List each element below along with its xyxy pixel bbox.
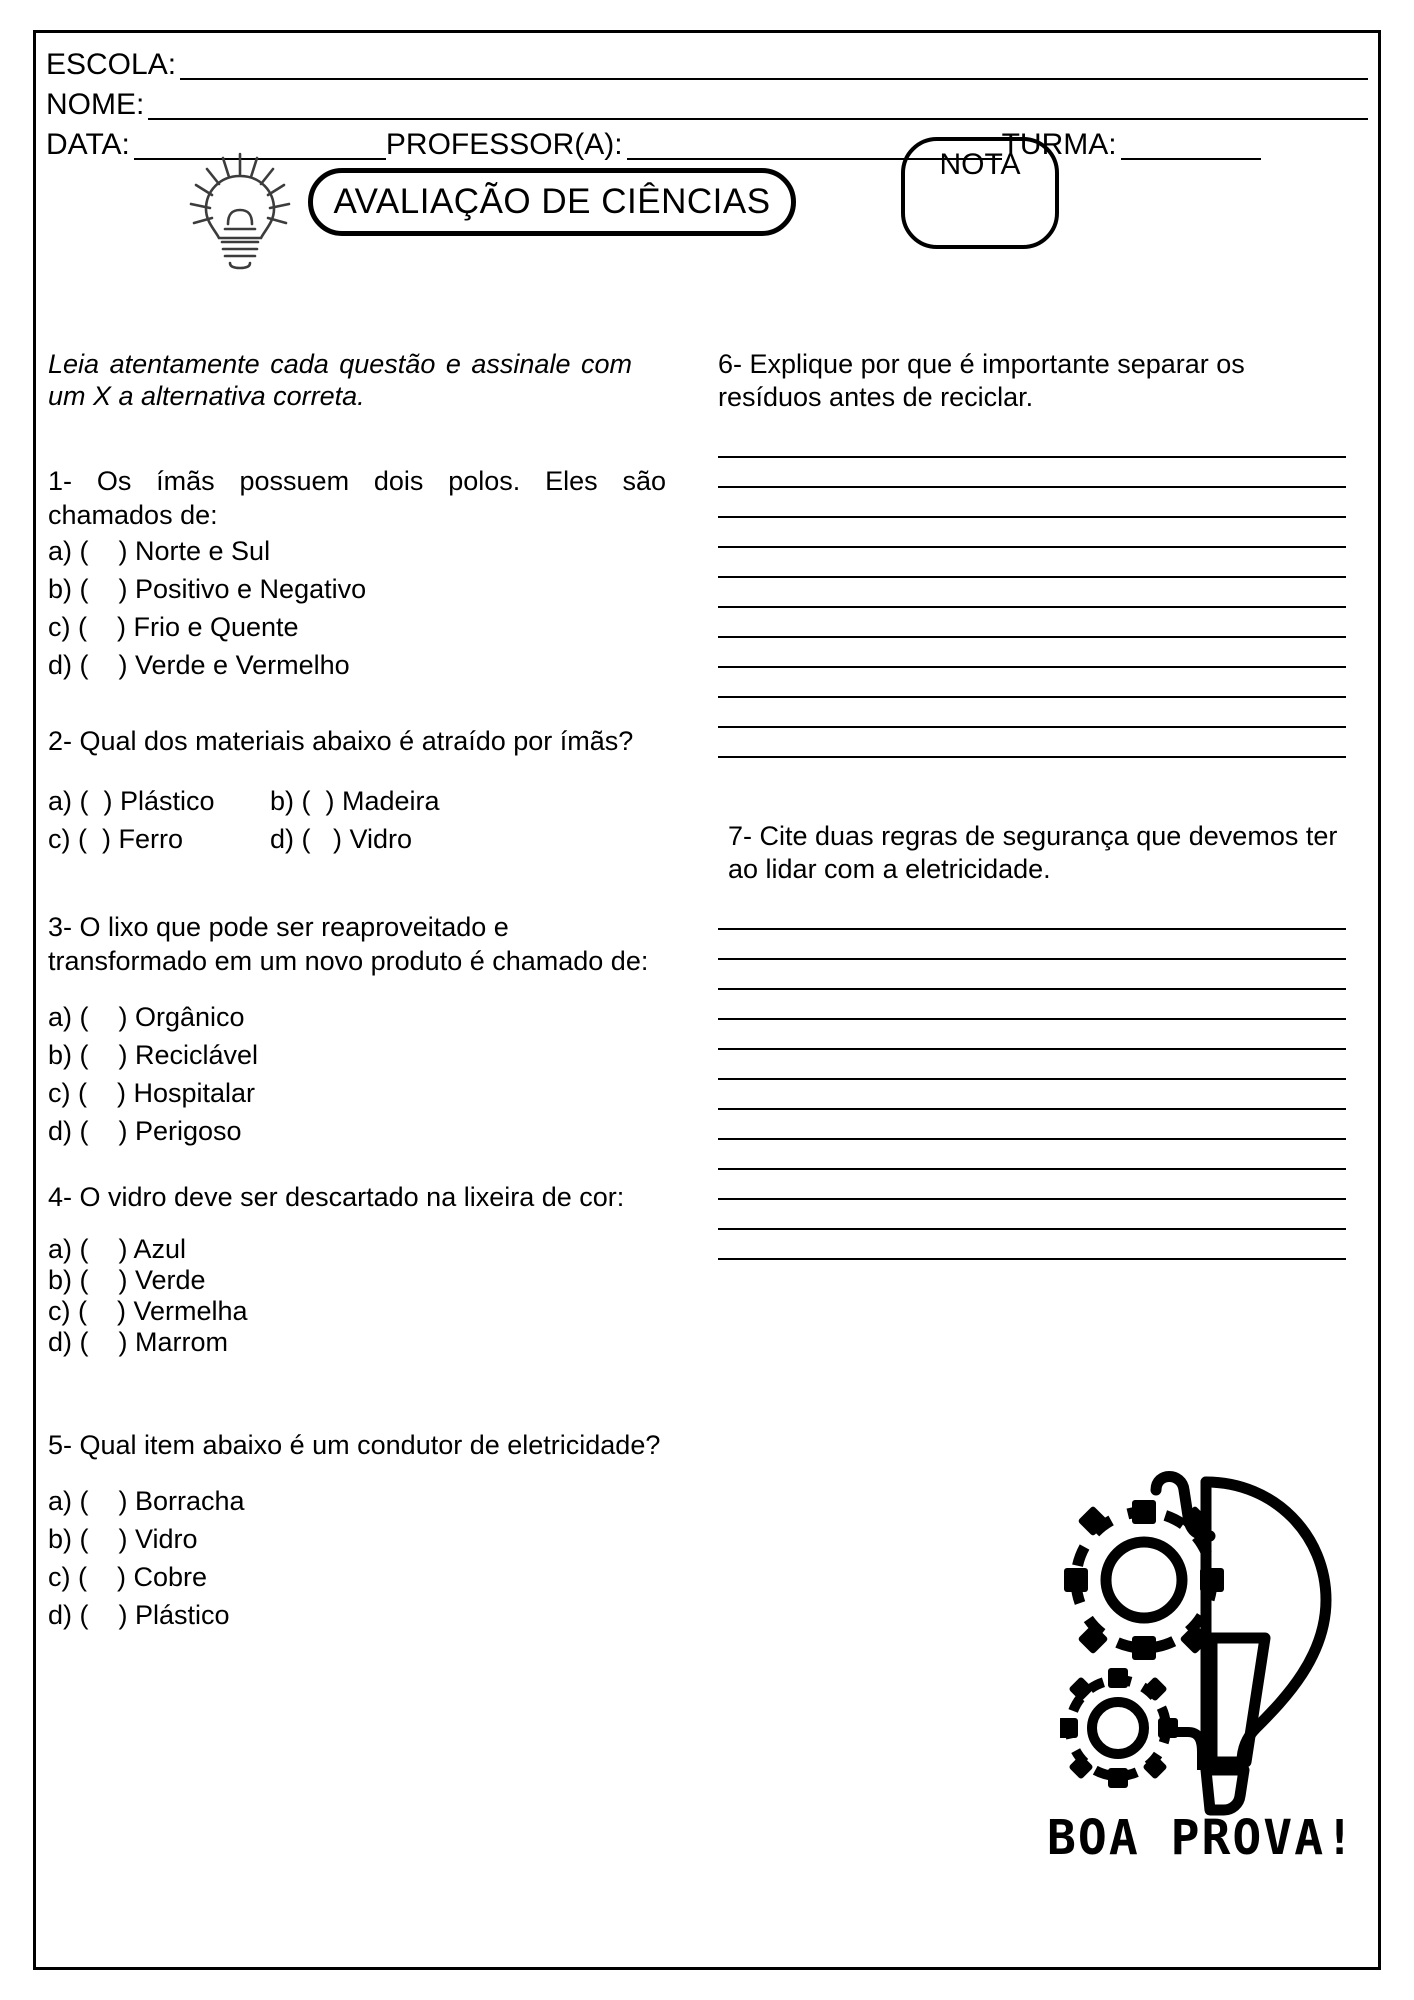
answer-line[interactable] xyxy=(718,458,1346,488)
question-3-text: 3- O lixo que pode ser reaproveitado e transformado em um novo produto é chamado de: xyxy=(48,912,649,976)
option-item[interactable]: b) ( ) Positivo e Negativo xyxy=(48,574,367,604)
answer-line[interactable] xyxy=(718,1050,1346,1080)
nome-input-line[interactable] xyxy=(148,94,1368,120)
lightbulb-icon xyxy=(178,150,302,270)
option-row xyxy=(48,782,666,820)
nota-box[interactable] xyxy=(901,137,1059,249)
boa-prova-text-wrap xyxy=(896,1810,1356,1866)
question-7-text: 7- Cite duas regras de segurança que devemos ter ao lidar com a eletricidade. xyxy=(728,821,1338,884)
answer-line[interactable] xyxy=(718,960,1346,990)
question-5-text: 5- Qual item abaixo é um condutor de eletricidade? xyxy=(48,1430,661,1460)
left-column xyxy=(48,348,666,1634)
boa-prova-logo xyxy=(1060,1440,1360,1820)
question-2-options xyxy=(48,782,666,858)
answer-line[interactable] xyxy=(718,488,1346,518)
question-4-text: 4- O vidro deve ser descartado na lixeira de cor: xyxy=(48,1182,625,1212)
data-label: DATA: xyxy=(46,128,130,161)
option-item[interactable]: d) ( ) Marrom xyxy=(48,1327,228,1357)
answer-line[interactable] xyxy=(718,428,1346,458)
nome-label: NOME: xyxy=(46,88,145,121)
escola-label: ESCOLA: xyxy=(46,48,177,81)
option-item[interactable]: c) ( ) Hospitalar xyxy=(48,1078,256,1108)
option-item[interactable]: b) ( ) Reciclável xyxy=(48,1040,259,1070)
option-item[interactable]: a) ( ) Norte e Sul xyxy=(48,536,271,566)
exam-title-pill xyxy=(308,168,796,236)
answer-line[interactable] xyxy=(718,1170,1346,1200)
answer-line[interactable] xyxy=(718,1200,1346,1230)
page-title: AVALIAÇÃO DE CIÊNCIAS xyxy=(333,182,771,221)
question-7-answer-area[interactable] xyxy=(718,900,1350,1260)
option-item[interactable]: d) ( ) Verde e Vermelho xyxy=(48,650,350,680)
answer-line[interactable] xyxy=(718,1140,1346,1170)
lightbulb-gears-icon xyxy=(1060,1440,1360,1820)
question-1-options xyxy=(48,532,666,684)
option-item[interactable]: b) ( ) Vidro xyxy=(48,1524,198,1554)
answer-line[interactable] xyxy=(718,728,1346,758)
option-row xyxy=(48,820,666,858)
answer-line[interactable] xyxy=(718,518,1346,548)
turma-label: TURMA: xyxy=(1001,128,1117,161)
answer-line[interactable] xyxy=(718,698,1346,728)
answer-line[interactable] xyxy=(718,608,1346,638)
option-item[interactable]: c) ( ) Frio e Quente xyxy=(48,612,299,642)
title-band xyxy=(46,150,1368,270)
student-info-header xyxy=(46,40,1368,160)
professor-label: PROFESSOR(A): xyxy=(385,128,623,161)
escola-row xyxy=(46,40,1368,80)
answer-line[interactable] xyxy=(718,578,1346,608)
question-1-text: 1- Os ímãs possuem dois polos. Eles são chamados de: xyxy=(48,466,666,530)
option-item[interactable]: d) ( ) Vidro xyxy=(270,824,413,854)
question-6-text: 6- Explique por que é importante separar os resíduos antes de reciclar. xyxy=(718,349,1245,412)
instructions-text: Leia atentamente cada questão e assinale com um X a alternativa correta. xyxy=(48,349,632,411)
option-item[interactable]: c) ( ) Vermelha xyxy=(48,1296,248,1326)
answer-line[interactable] xyxy=(718,990,1346,1020)
right-column xyxy=(718,348,1350,1260)
answer-line[interactable] xyxy=(718,638,1346,668)
question-3-options xyxy=(48,998,666,1150)
option-item[interactable]: c) ( ) Ferro xyxy=(48,824,183,854)
answer-line[interactable] xyxy=(718,1080,1346,1110)
option-item[interactable]: a) ( ) Borracha xyxy=(48,1486,245,1516)
option-item[interactable]: b) ( ) Madeira xyxy=(270,786,440,816)
option-item[interactable]: a) ( ) Plástico xyxy=(48,786,215,816)
answer-line[interactable] xyxy=(718,1020,1346,1050)
option-item[interactable]: d) ( ) Plástico xyxy=(48,1600,230,1630)
answer-line[interactable] xyxy=(718,1230,1346,1260)
question-6-answer-area[interactable] xyxy=(718,428,1350,758)
boa-prova-label: BOA PROVA! xyxy=(1047,1810,1356,1866)
option-item[interactable]: d) ( ) Perigoso xyxy=(48,1116,242,1146)
nome-row xyxy=(46,80,1368,120)
answer-line[interactable] xyxy=(718,900,1346,930)
option-item[interactable]: b) ( ) Verde xyxy=(48,1265,206,1295)
nota-label: NOTA xyxy=(939,148,1021,181)
question-4-options xyxy=(48,1234,666,1358)
escola-input-line[interactable] xyxy=(180,54,1368,80)
question-2-text: 2- Qual dos materiais abaixo é atraído por ímãs? xyxy=(48,726,634,756)
answer-line[interactable] xyxy=(718,548,1346,578)
answer-line[interactable] xyxy=(718,668,1346,698)
answer-line[interactable] xyxy=(718,930,1346,960)
option-item[interactable]: a) ( ) Orgânico xyxy=(48,1002,245,1032)
answer-line[interactable] xyxy=(718,1110,1346,1140)
question-5-options xyxy=(48,1482,666,1634)
option-item[interactable]: a) ( ) Azul xyxy=(48,1234,187,1264)
option-item[interactable]: c) ( ) Cobre xyxy=(48,1562,208,1592)
